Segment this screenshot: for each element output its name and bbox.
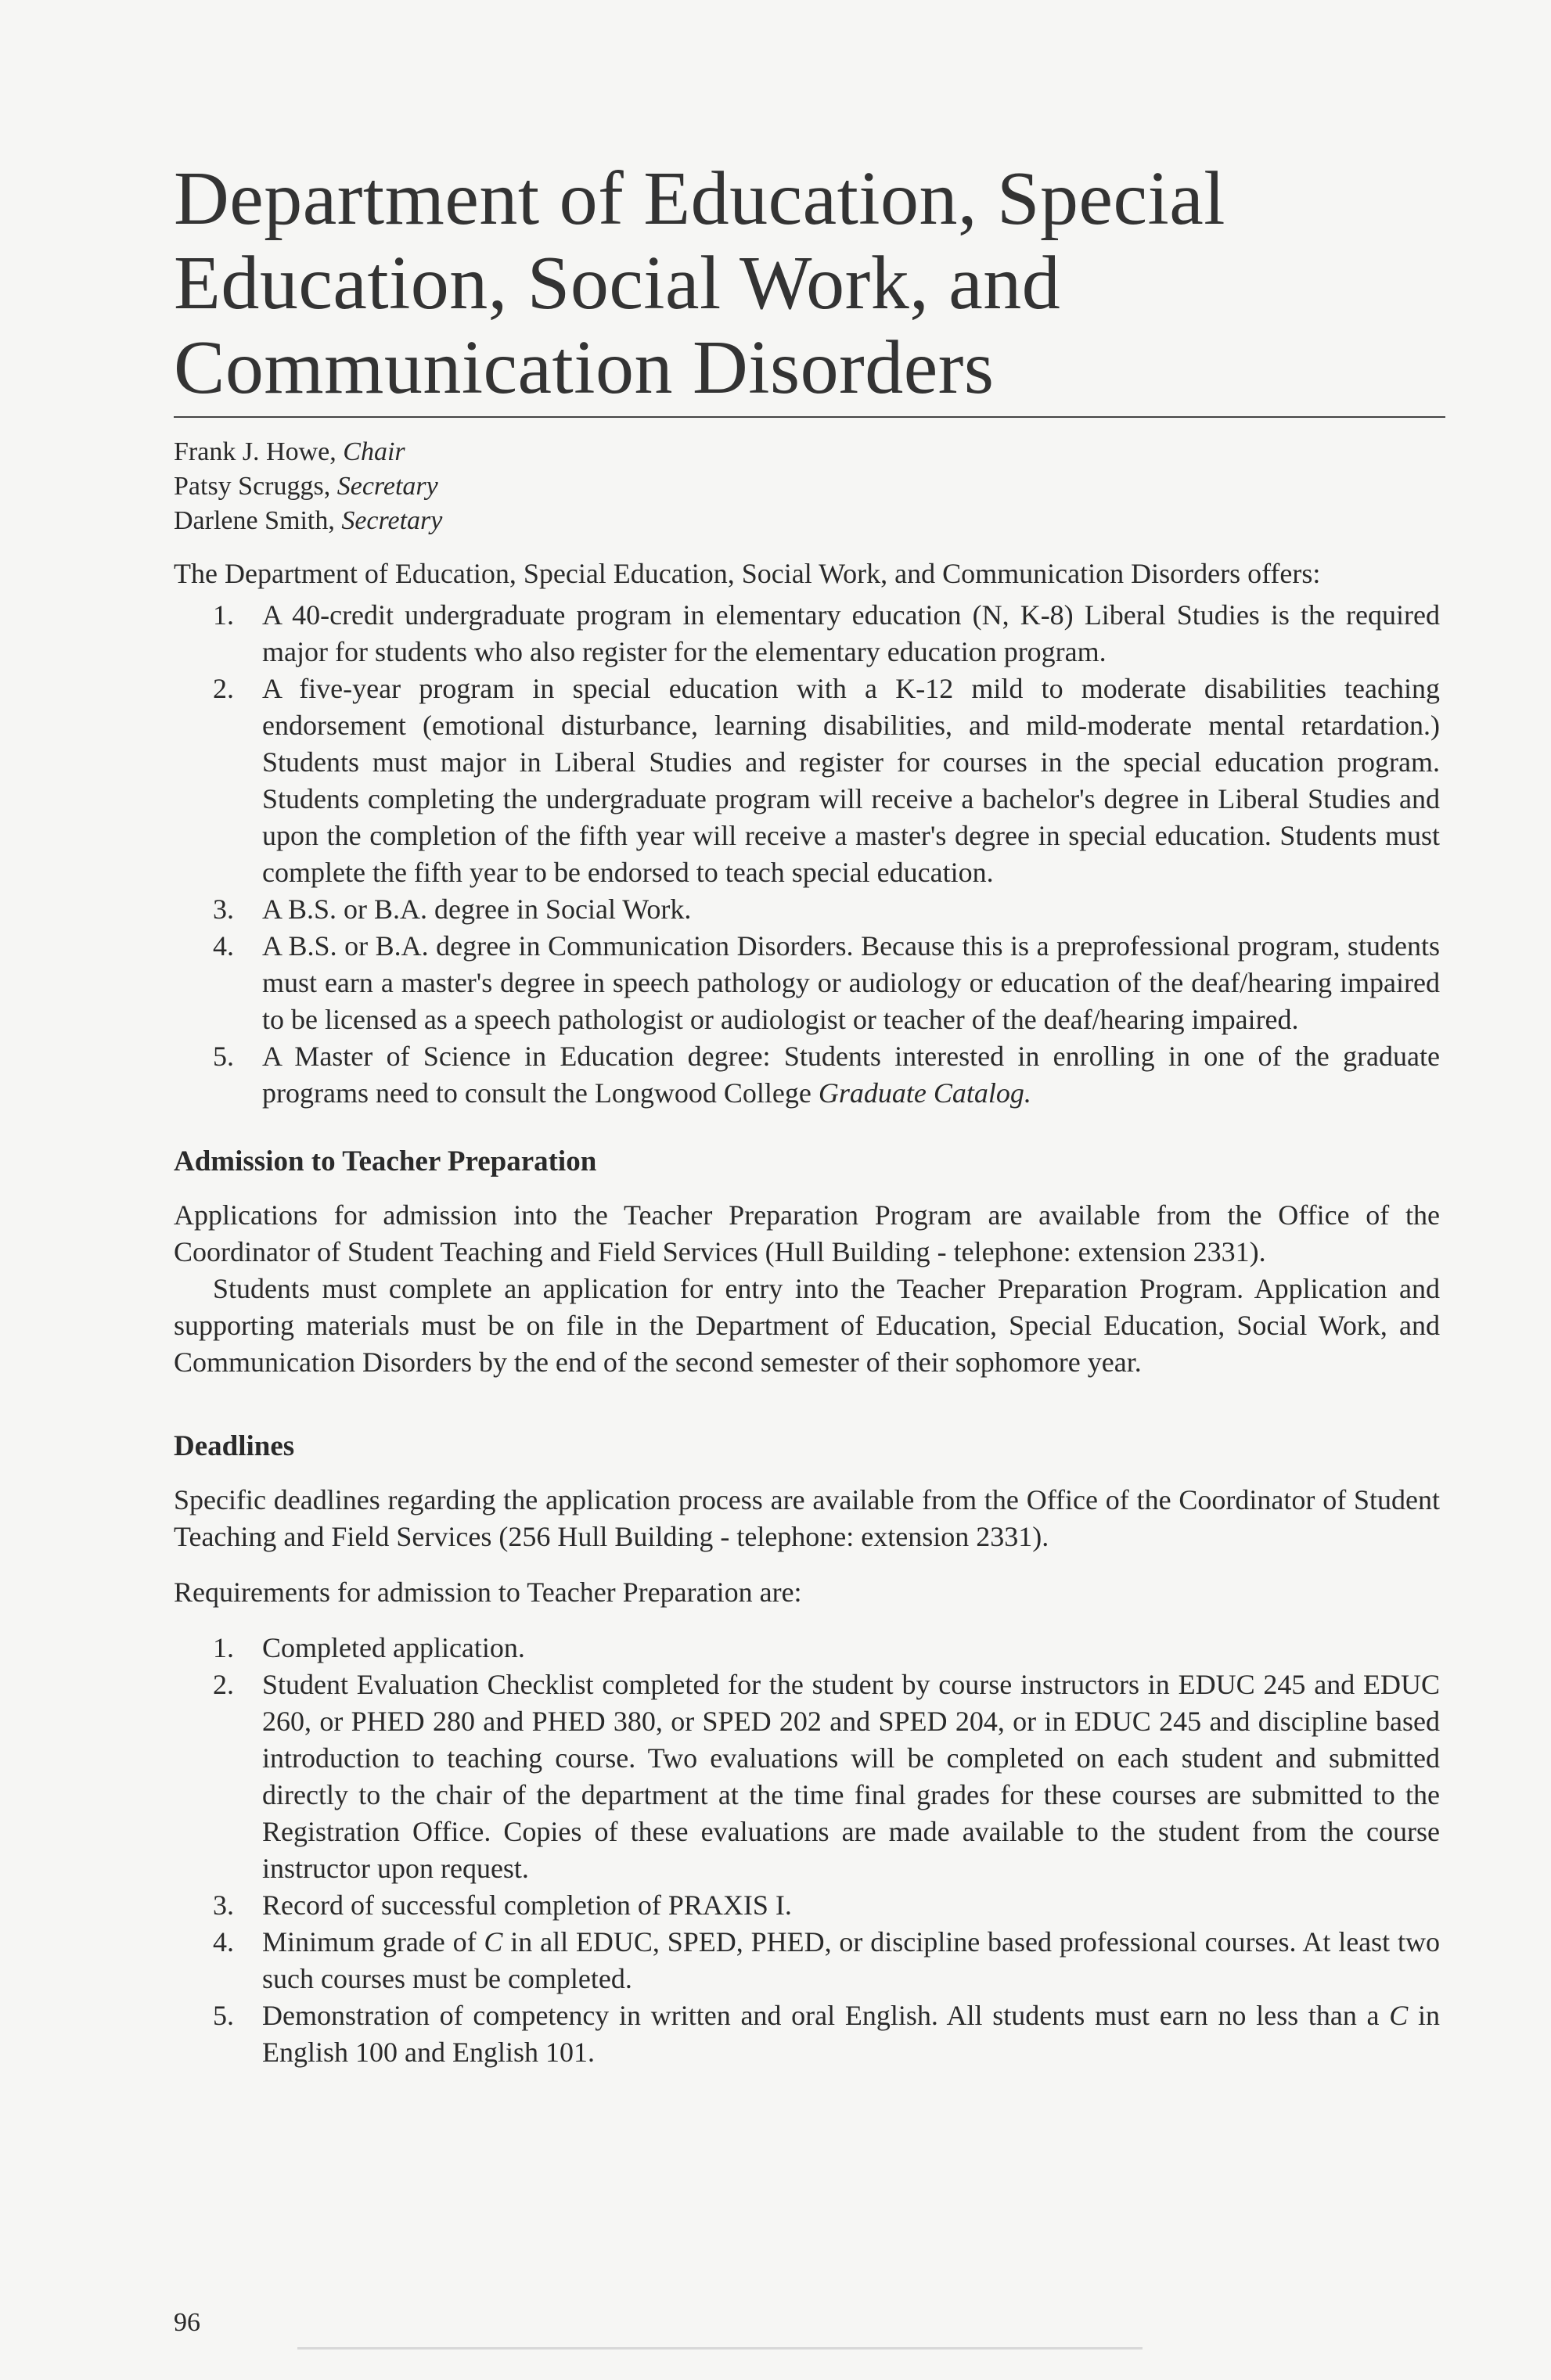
staff-chair: Frank J. Howe, Chair	[174, 437, 405, 466]
list-item: 3. Record of successful completion of PRAXIS I.	[213, 1889, 792, 1921]
list-item: 4. Minimum grade of C in all EDUC, SPED, PHED, or discipline based professional courses. At least two such courses must be completed.	[213, 1926, 1440, 1994]
requirements-list	[174, 1630, 1440, 2071]
footer-divider	[297, 2347, 1143, 2349]
list-item: 1. Completed application.	[213, 1632, 525, 1663]
list-item: 4. A B.S. or B.A. degree in Communication Disorders. Because this is a preprofessional program, students must earn a master's degree in speech pathology or audiology or education of the deaf/hearing impaired to be licensed as a speech pathologist or audiologist or teacher of the deaf/hearing impaired.	[213, 930, 1440, 1035]
page-number: 96	[174, 2308, 200, 2337]
list-item: 1. A 40-credit undergraduate program in elementary education (N, K-8) Liberal Studies is the required major for students who also register for the elementary education program.	[213, 599, 1440, 667]
staff-secretary-2: Darlene Smith, Secretary	[174, 506, 443, 535]
list-item: 2. Student Evaluation Checklist completed for the student by course instructors in EDUC 245 and EDUC 260, or PHED 280 and PHED 380, or SPED 202 and SPED 204, or in EDUC 245 and discipline based introduction to teaching course. Two evaluations will be completed on each student and submitted directly to the chair of the department at the time final grades for these courses are submitted to the Registration Office. Copies of these evaluations are made available to the student from the course instructor upon request.	[213, 1669, 1440, 1884]
admission-paragraph-2: Students must complete an application for entry into the Teacher Preparation Program. Application and supporting materials must be on file in the Department of Education, Special Education, Social Work, and Communication Disorders by the end of the second semester of their sophomore year.	[174, 1273, 1440, 1378]
page-content	[174, 156, 1440, 2071]
list-item: 3. A B.S. or B.A. degree in Social Work.	[213, 893, 692, 925]
deadlines-paragraph: Specific deadlines regarding the application process are available from the Office of the Coordinator of Student Teaching and Field Services (256 Hull Building - telephone: extension 2331).	[174, 1484, 1440, 1552]
admission-paragraph-1: Applications for admission into the Teacher Preparation Program are available from the Office of the Coordinator of Student Teaching and Field Services (Hull Building - telephone: extension 2331).	[174, 1199, 1440, 1267]
list-item: 5. A Master of Science in Education degree: Students interested in enrolling in one of the graduate programs need to consult the Longwood College Graduate Catalog.	[213, 1041, 1440, 1109]
intro-paragraph: The Department of Education, Special Education, Social Work, and Communication Disorders offers:	[174, 558, 1321, 589]
page-title: Department of Education, Special Education, Social Work, and Communication Disorders	[174, 156, 1445, 418]
requirements-intro: Requirements for admission to Teacher Preparation are:	[174, 1576, 802, 1608]
staff-secretary-1: Patsy Scruggs, Secretary	[174, 472, 438, 501]
list-item: 2. A five-year program in special education with a K-12 mild to moderate disabilities teaching endorsement (emotional disturbance, learning disabilities, and mild-moderate mental retardation.) Students must major in Liberal Studies and register for courses in the special education program. Students completing the undergraduate program will receive a bachelor's degree in Liberal Studies and upon the completion of the fifth year will receive a master's degree in special education. Students must complete the fifth year to be endorsed to teach special education.	[213, 673, 1440, 888]
deadlines-heading: Deadlines	[174, 1430, 295, 1462]
staff-list	[174, 435, 1440, 538]
offerings-list	[174, 597, 1440, 1112]
list-item: 5. Demonstration of competency in written and oral English. All students must earn no less than a C in English 100 and English 101.	[213, 2000, 1440, 2068]
admission-heading: Admission to Teacher Preparation	[174, 1145, 597, 1177]
